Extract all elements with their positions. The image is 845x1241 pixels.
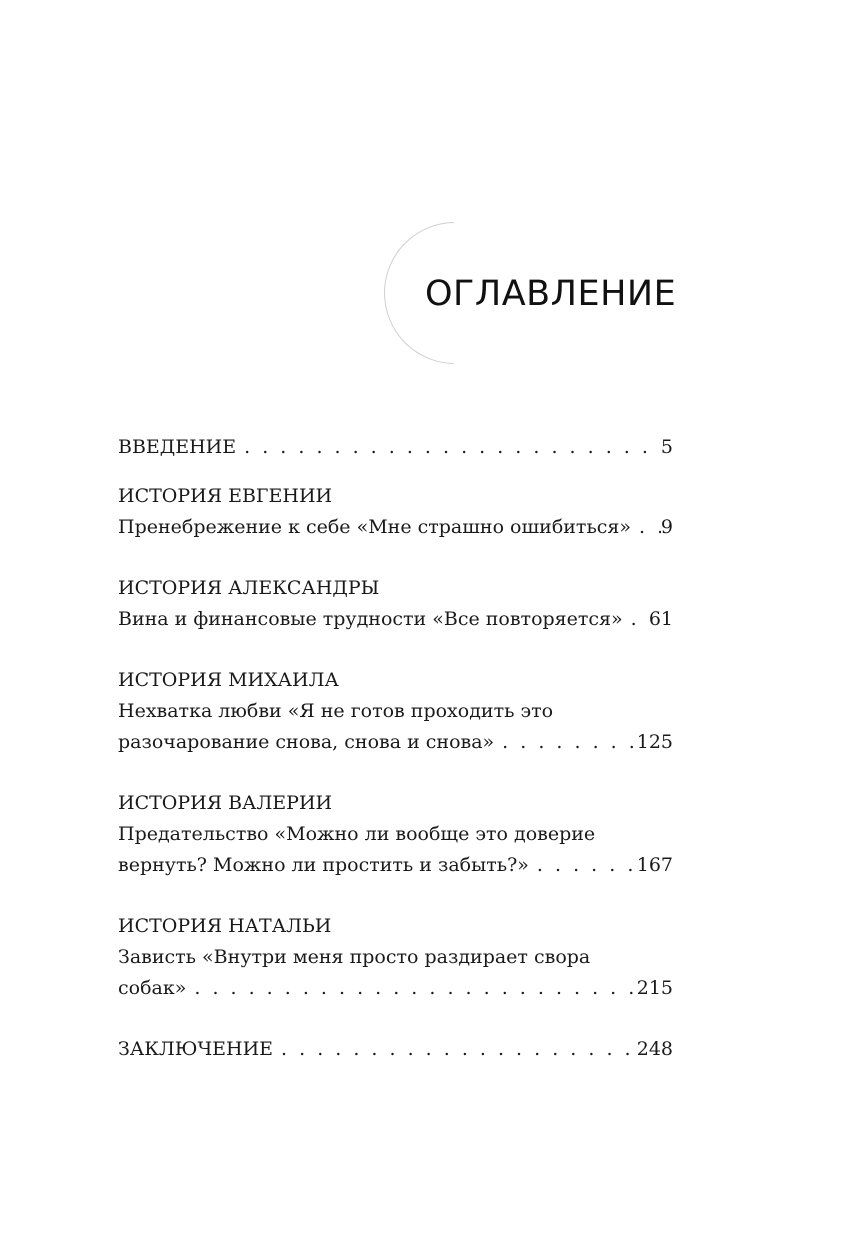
toc-leader-dots — [273, 1034, 637, 1065]
toc-leader-dots — [494, 727, 637, 758]
toc-entry-conclusion[interactable] — [118, 1034, 673, 1065]
toc-entry-label: Вина и финансовые трудности «Все повторяется» — [118, 608, 623, 630]
toc-section-evgenia — [118, 481, 673, 543]
page-title: ОГЛАВЛЕНИЕ — [425, 274, 677, 314]
toc-page-number: 248 — [636, 1038, 673, 1060]
table-of-contents — [118, 432, 673, 1065]
toc-entry[interactable] — [118, 604, 673, 635]
toc-section-heading: ИСТОРИЯ ВАЛЕРИИ — [118, 792, 333, 814]
toc-leader-dots — [236, 432, 661, 463]
toc-leader-dots — [186, 973, 636, 1004]
toc-entry[interactable] — [118, 512, 673, 543]
toc-entry[interactable] — [118, 973, 673, 1004]
toc-leader-dots — [623, 604, 649, 635]
toc-section-heading: ИСТОРИЯ НАТАЛЬИ — [118, 915, 332, 937]
toc-entry-label: ВВЕДЕНИЕ — [118, 436, 237, 458]
toc-section-heading: ИСТОРИЯ АЛЕКСАНДРЫ — [118, 577, 380, 599]
toc-section-heading: ИСТОРИЯ ЕВГЕНИИ — [118, 485, 333, 507]
toc-entry-intro[interactable] — [118, 432, 673, 463]
toc-page-number: 167 — [636, 854, 673, 876]
toc-section-mikhail — [118, 665, 673, 758]
toc-section-aleksandra — [118, 573, 673, 635]
toc-section-heading: ИСТОРИЯ МИХАИЛА — [118, 669, 339, 691]
toc-leader-dots — [631, 512, 661, 543]
toc-page-number: 5 — [660, 436, 673, 458]
toc-entry-label-line1: Нехватка любви «Я не готов проходить это — [118, 700, 554, 722]
toc-page-number: 215 — [636, 977, 673, 999]
toc-entry-label-line1: Зависть «Внутри меня просто раздирает свора — [118, 946, 591, 968]
toc-page-number: 125 — [636, 731, 673, 753]
toc-entry[interactable] — [118, 727, 673, 758]
toc-entry[interactable] — [118, 850, 673, 881]
toc-leader-dots — [529, 850, 637, 881]
toc-entry-label-line2: вернуть? Можно ли простить и забыть?» — [118, 854, 529, 876]
toc-entry-label: ЗАКЛЮЧЕНИЕ — [118, 1038, 274, 1060]
toc-entry-label-line2: собак» — [118, 977, 187, 999]
toc-entry-label-line2: разочарование снова, снова и снова» — [118, 731, 495, 753]
toc-entry-label-line1: Предательство «Можно ли вообще это доверие — [118, 823, 596, 845]
toc-section-valeria — [118, 788, 673, 881]
toc-page-number: 9 — [660, 516, 673, 538]
toc-page-number: 61 — [648, 608, 673, 630]
toc-entry-label: Пренебрежение к себе «Мне страшно ошибиться» — [118, 516, 632, 538]
toc-section-natalia — [118, 911, 673, 1004]
